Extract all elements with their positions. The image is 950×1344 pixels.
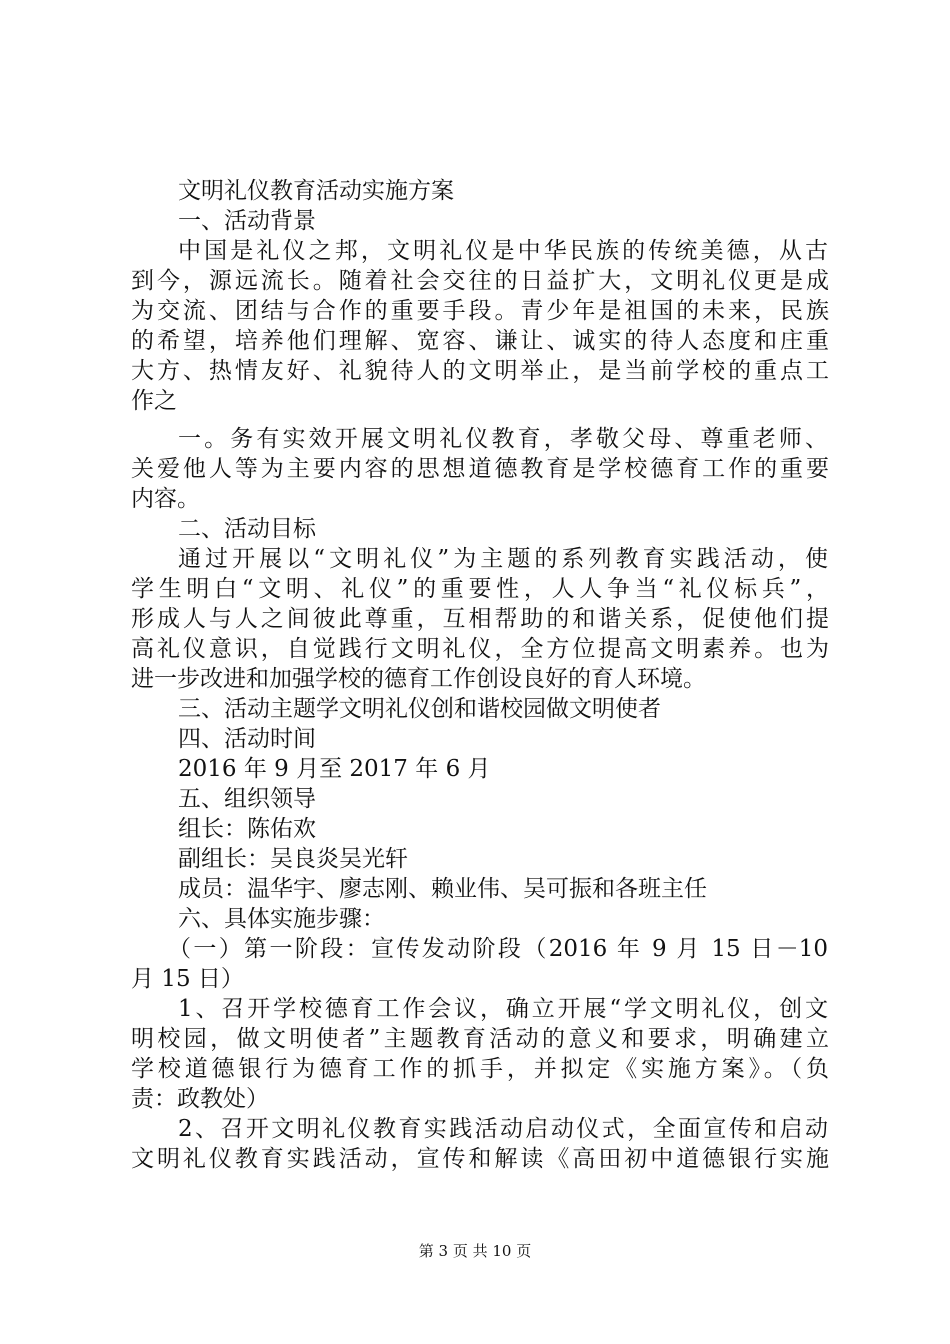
section-heading: 四、活动时间 <box>178 726 316 752</box>
section-heading: 一、活动背景 <box>178 208 316 234</box>
deputy-leader-line: 副组长：吴良炎吴光轩 <box>178 846 408 872</box>
page-number-footer: 第 3 页 共 10 页 <box>418 1242 532 1260</box>
paragraph-line: 明校园，做文明使者”主题教育活动的意义和要求，明确建立 <box>131 1026 829 1052</box>
paragraph-line: 内容。 <box>131 486 200 512</box>
section-heading: 五、组织领导 <box>178 786 316 812</box>
section-heading: 二、活动目标 <box>178 516 316 542</box>
members-line: 成员：温华宇、廖志刚、赖业伟、吴可振和各班主任 <box>178 876 707 902</box>
paragraph-line: 学校道德银行为德育工作的抓手，并拟定《实施方案》。（负 <box>131 1056 829 1082</box>
paragraph-line: 1、召开学校德育工作会议，确立开展“学文明礼仪，创文 <box>178 996 828 1022</box>
paragraph-line: 到今，源远流长。随着社会交往的日益扩大，文明礼仪更是成 <box>131 268 829 294</box>
paragraph-line: 责：政教处） <box>131 1086 269 1112</box>
paragraph-line: 一。务有实效开展文明礼仪教育，孝敬父母、尊重老师、 <box>178 426 828 452</box>
paragraph-line: 为交流、团结与合作的重要手段。青少年是祖国的未来，民族 <box>131 298 829 324</box>
paragraph-line: 大方、热情友好、礼貌待人的文明举止，是当前学校的重点工 <box>131 358 829 384</box>
date-range: 2016 年 9 月至 2017 年 6 月 <box>178 756 491 782</box>
paragraph-line: 学生明白“文明、礼仪”的重要性，人人争当“礼仪标兵”， <box>131 576 829 602</box>
paragraph-line: 月 15 日） <box>131 966 244 992</box>
paragraph-line: 中国是礼仪之邦，文明礼仪是中华民族的传统美德，从古 <box>178 238 828 264</box>
paragraph-line: 通过开展以“文明礼仪”为主题的系列教育实践活动，使 <box>178 546 828 572</box>
document-title: 文明礼仪教育活动实施方案 <box>178 178 454 204</box>
paragraph-line: 文明礼仪教育实践活动，宣传和解读《高田初中道德银行实施 <box>131 1146 829 1172</box>
paragraph-line: 形成人与人之间彼此尊重，互相帮助的和谐关系，促使他们提 <box>131 606 829 632</box>
section-heading: 三、活动主题学文明礼仪创和谐校园做文明使者 <box>178 696 661 722</box>
section-heading: 六、具体实施步骤： <box>178 906 385 932</box>
phase-heading: （一）第一阶段：宣传发动阶段（2016 年 9 月 15 日－10 <box>168 936 828 962</box>
paragraph-line: 进一步改进和加强学校的德育工作创设良好的育人环境。 <box>131 666 706 692</box>
paragraph-line: 高礼仪意识，自觉践行文明礼仪，全方位提高文明素养。也为 <box>131 636 829 662</box>
paragraph-line: 2、召开文明礼仪教育实践活动启动仪式，全面宣传和启动 <box>178 1116 828 1142</box>
paragraph-line: 关爱他人等为主要内容的思想道德教育是学校德育工作的重要 <box>131 456 829 482</box>
leader-line: 组长：陈佑欢 <box>178 816 316 842</box>
paragraph-line: 的希望，培养他们理解、宽容、谦让、诚实的待人态度和庄重 <box>131 328 829 354</box>
paragraph-line: 作之 <box>131 388 177 414</box>
